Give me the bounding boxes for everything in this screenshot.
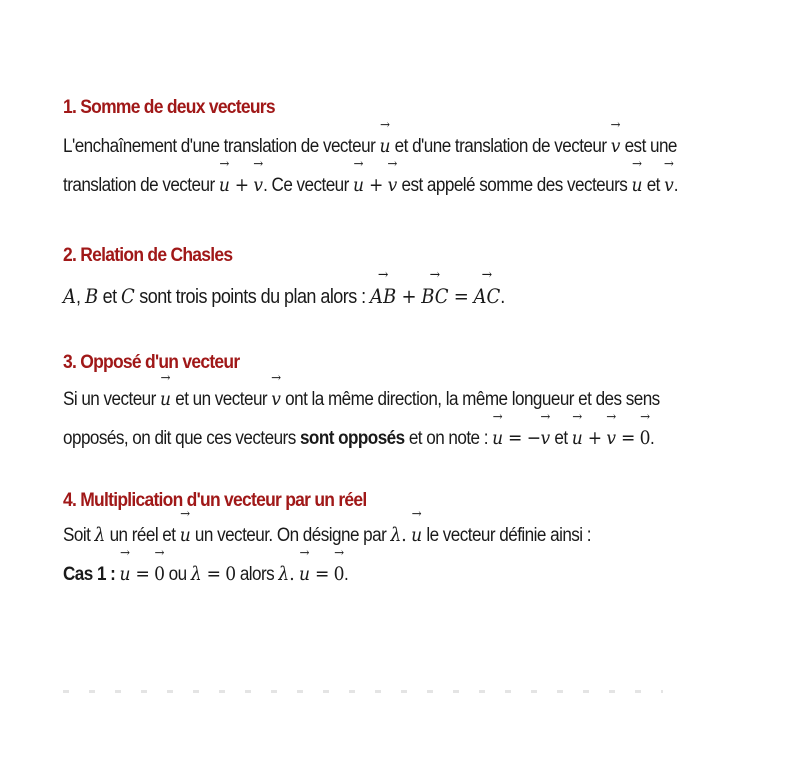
text-run: un réel et xyxy=(105,525,180,546)
math-operator: = − xyxy=(503,427,541,449)
text-run: L'enchaînement d'une translation de vecteur xyxy=(63,136,380,157)
section-heading: 1. Somme de deux vecteurs xyxy=(63,97,275,118)
section-heading: 2. Relation de Chasles xyxy=(63,245,233,266)
math-operator: = xyxy=(310,563,334,585)
vector-u: → u xyxy=(219,166,230,204)
math-operator: = xyxy=(130,563,155,585)
text-run: ou xyxy=(164,564,191,585)
text-run: . Ce vecteur xyxy=(263,175,354,196)
paragraph-line xyxy=(63,419,684,458)
math-operator: . xyxy=(401,524,412,546)
text-run: alors xyxy=(235,564,279,585)
text-run: sont trois points du plan alors : xyxy=(134,286,371,308)
math-operator: . xyxy=(289,563,300,585)
text-run: et on note : xyxy=(404,428,493,449)
text-run: un vecteur. On désigne par xyxy=(190,525,391,546)
text-run: . xyxy=(500,286,505,308)
vector-u: → u xyxy=(631,166,642,204)
case-label: Cas 1 : xyxy=(63,564,120,585)
text-run: le vecteur définie ainsi : xyxy=(422,525,591,546)
text-run: . xyxy=(673,175,678,196)
section-heading: 4. Multiplication d'un vecteur par un réel xyxy=(63,490,367,511)
vector-u: → u xyxy=(379,127,390,165)
paragraph-line xyxy=(63,127,684,166)
paragraph-line xyxy=(63,380,684,419)
vector-u: → u xyxy=(299,555,310,593)
section-scalar-multiplication xyxy=(63,488,753,594)
vector-u: → u xyxy=(572,419,583,457)
vector-v: → v xyxy=(253,166,263,204)
text-run: Soit xyxy=(63,525,95,546)
math-operator: = xyxy=(448,284,474,308)
text-run: opposés, on dit que ces vecteurs xyxy=(63,428,300,449)
paragraph-line xyxy=(63,555,684,594)
section-chasles-relation xyxy=(63,243,753,316)
text-run: et d'une translation de vecteur xyxy=(390,136,611,157)
text-run: , xyxy=(76,286,85,308)
vector-v: → v xyxy=(664,166,674,204)
text-run: et xyxy=(642,175,665,196)
text-run: et xyxy=(550,428,572,449)
text-run: translation de vecteur xyxy=(63,175,219,196)
text-run: . xyxy=(650,428,655,449)
zero-vector: → 0 xyxy=(154,555,164,593)
section-heading: 3. Opposé d'un vecteur xyxy=(63,352,240,373)
point-b: B xyxy=(84,284,99,308)
document-page xyxy=(63,95,753,594)
math-operator: + xyxy=(582,427,607,449)
paragraph-line xyxy=(63,277,684,316)
math-operator: = xyxy=(616,427,640,449)
math-operator: = 0 xyxy=(201,563,236,585)
vector-u: → u xyxy=(411,516,422,554)
vector-v: → v xyxy=(388,166,398,204)
vector-v: → v xyxy=(611,127,621,165)
section-sum-of-vectors xyxy=(63,95,753,205)
lambda-symbol: λ xyxy=(390,524,402,546)
vector-u: → u xyxy=(492,419,503,457)
vector-u: → u xyxy=(120,555,131,593)
section-opposite-vector xyxy=(63,350,753,458)
vector-u: → u xyxy=(353,166,364,204)
bold-term: sont opposés xyxy=(299,428,405,449)
math-operator: + xyxy=(229,174,254,196)
point-c: C xyxy=(121,284,135,308)
point-a: A xyxy=(63,284,77,308)
text-run: est appelé somme des vecteurs xyxy=(397,175,632,196)
vector-v: → v xyxy=(271,380,281,418)
math-operator: + xyxy=(364,174,388,196)
zero-vector: → 0 xyxy=(334,555,344,593)
vector-u: → u xyxy=(160,380,171,418)
lambda-symbol: λ xyxy=(278,563,290,585)
cut-off-text-line xyxy=(63,690,663,693)
vector-u: → u xyxy=(180,516,191,554)
text-run: . xyxy=(343,564,349,585)
vector-v: → v xyxy=(541,419,551,457)
text-run: ont la même direction, la même longueur et des sens xyxy=(280,389,660,410)
math-operator: + xyxy=(396,284,422,308)
vector-ac: → AC xyxy=(473,277,500,315)
vector-v: → v xyxy=(606,419,616,457)
text-run: et un vecteur xyxy=(171,389,272,410)
vector-ab: → AB xyxy=(370,277,396,315)
zero-vector: → 0 xyxy=(640,419,650,457)
vector-bc: → BC xyxy=(421,277,448,315)
text-run: et xyxy=(98,286,122,308)
text-run: est une xyxy=(620,136,677,157)
paragraph-line xyxy=(63,166,684,205)
lambda-symbol: λ xyxy=(94,524,106,546)
text-run: Si un vecteur xyxy=(63,389,161,410)
lambda-symbol: λ xyxy=(190,563,202,585)
